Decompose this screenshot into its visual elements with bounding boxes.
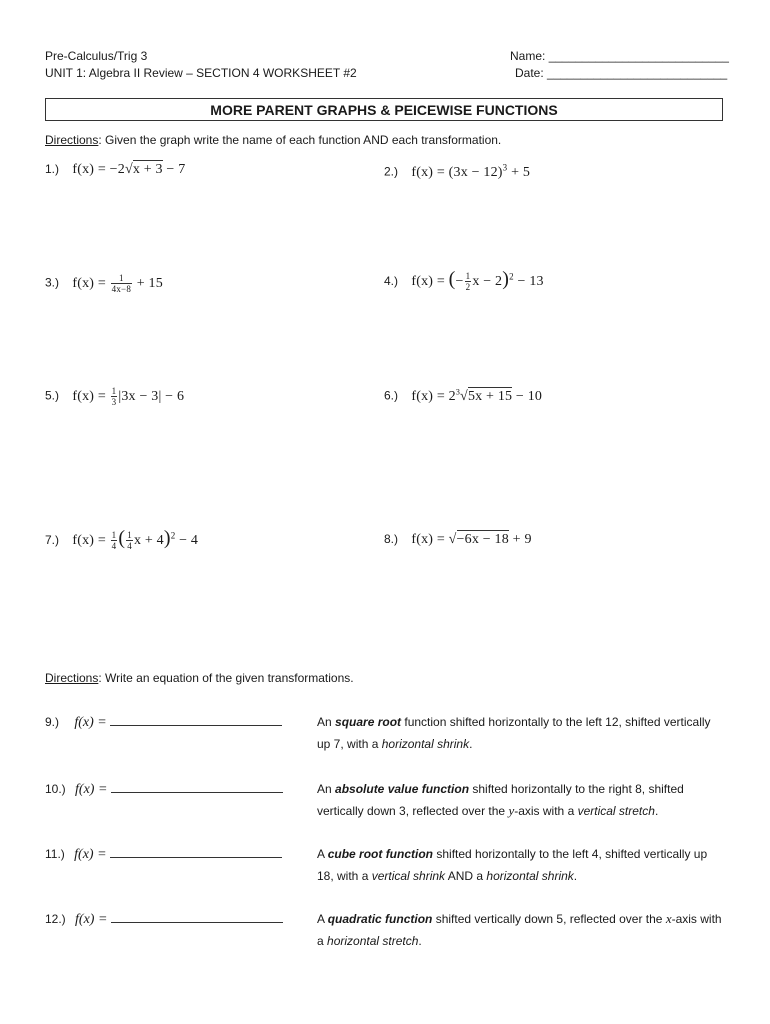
problem-number: 8.)	[384, 532, 399, 546]
eq-part: f(x) =	[411, 274, 449, 289]
answer-blank[interactable]	[110, 714, 282, 726]
eq-part: − 13	[513, 274, 544, 289]
eq-part: f(x) = (3x − 12)	[411, 164, 503, 180]
problem-10-description	[317, 778, 727, 822]
equation	[72, 273, 163, 294]
eq-part: − 4	[175, 533, 199, 548]
name-field	[510, 49, 729, 63]
function-type: absolute value function	[335, 782, 470, 796]
variable: y	[508, 803, 515, 818]
lhs: f(x) =	[75, 912, 108, 927]
answer-blank[interactable]	[111, 911, 283, 923]
eq-part: |3x − 3| − 6	[118, 388, 185, 404]
eq-part: x + 4	[133, 533, 164, 548]
transformation: vertical shrink	[371, 869, 446, 883]
equation	[72, 527, 199, 552]
eq-part: f(x) =	[72, 388, 110, 404]
function-type: cube root function	[327, 847, 434, 861]
radicand: x + 3	[132, 162, 163, 177]
fraction	[111, 273, 132, 294]
desc-text: .	[654, 804, 659, 818]
numerator: 1	[111, 386, 117, 396]
eq-part: + 15	[133, 275, 163, 291]
problem-number: 5.)	[45, 388, 60, 403]
course-name: Pre-Calculus/Trig 3	[45, 49, 148, 63]
directions-text: : Write an equation of the given transformations.	[98, 671, 354, 685]
fraction	[111, 386, 118, 407]
directions-1	[45, 133, 501, 147]
sqrt-sign: √	[124, 162, 133, 177]
name-blank: ___________________________	[548, 49, 729, 63]
answer-blank[interactable]	[111, 781, 283, 793]
directions-2	[45, 671, 354, 685]
sqrt-sign: √	[448, 532, 457, 547]
directions-text: : Given the graph write the name of each function AND each transformation.	[98, 133, 502, 147]
problem-number: 2.)	[384, 164, 399, 179]
denominator: 4x−8	[111, 284, 132, 294]
date-label: Date:	[515, 66, 544, 80]
answer-blank[interactable]	[110, 846, 282, 858]
problem-number: 3.)	[45, 275, 60, 290]
problem-11-description	[317, 843, 727, 887]
problem-4	[384, 268, 544, 292]
transformation: vertical stretch	[577, 804, 655, 818]
sqrt-sign: √	[460, 388, 468, 404]
eq-part: f(x) =	[411, 532, 449, 547]
eq-part: f(x) =	[72, 533, 110, 548]
unit-title: UNIT 1: Algebra II Review – SECTION 4 WORKSHEET #2	[45, 66, 357, 80]
desc-text: .	[469, 737, 473, 751]
fraction	[126, 530, 133, 551]
problem-9-description	[317, 711, 727, 755]
desc-text: An	[317, 715, 336, 729]
desc-text: .	[418, 934, 422, 948]
function-type: quadratic function	[327, 912, 433, 926]
desc-text: A	[317, 847, 328, 861]
lhs: f(x) =	[75, 782, 108, 797]
neg-sign: −	[455, 274, 464, 289]
problem-8	[384, 532, 532, 548]
date-field	[515, 66, 727, 80]
equation	[72, 386, 185, 407]
problem-5	[45, 386, 184, 407]
desc-text: AND a	[445, 869, 487, 883]
equation	[411, 532, 531, 547]
problem-3	[45, 273, 163, 294]
desc-text: shifted horizontally to the right 8, shifted vertically down 3, reflected over the	[317, 782, 684, 818]
variable: x	[665, 911, 672, 926]
numerator: 1	[465, 271, 471, 282]
date-blank: ___________________________	[547, 66, 728, 80]
problem-number: 9.)	[45, 715, 60, 729]
paren: )	[163, 527, 171, 549]
transformation: horizontal stretch	[327, 934, 419, 948]
desc-text: -axis with a	[514, 804, 578, 818]
problem-6	[384, 387, 542, 405]
fraction	[111, 530, 118, 551]
desc-text: A	[317, 912, 328, 926]
problem-number: 1.)	[45, 162, 60, 176]
eq-part: + 9	[508, 532, 532, 547]
eq-part: − 7	[162, 162, 186, 177]
desc-text: function shifted horizontally to the left 12, shifted vertically up 7, with a	[317, 715, 711, 751]
denominator: 3	[111, 397, 117, 407]
problem-number: 7.)	[45, 533, 60, 547]
eq-part: f(x) = −2	[72, 162, 125, 177]
problem-10	[45, 781, 283, 798]
problem-7	[45, 527, 198, 551]
root-index: 3	[455, 387, 461, 396]
problem-11	[45, 846, 282, 863]
problem-number: 12.)	[45, 912, 66, 926]
exponent: 2	[170, 530, 176, 541]
equation	[72, 162, 185, 177]
radicand: 5x + 15	[467, 388, 513, 404]
problem-12	[45, 911, 283, 928]
numerator: 1	[111, 273, 132, 284]
equation	[411, 389, 542, 404]
lhs: f(x) =	[74, 847, 107, 862]
problem-number: 11.)	[45, 847, 65, 861]
denominator: 2	[465, 282, 471, 293]
lhs: f(x) =	[74, 715, 107, 730]
radicand: −6x − 18	[456, 532, 509, 547]
problem-number: 6.)	[384, 388, 399, 403]
equation	[411, 162, 531, 180]
problem-12-description	[317, 908, 727, 952]
desc-text: shifted horizontally to the left 4, shifted vertically up 18, with a	[317, 847, 708, 883]
function-type: square root	[335, 715, 402, 729]
exponent: 2	[509, 271, 514, 282]
fraction	[465, 271, 472, 292]
directions-label: Directions	[45, 133, 99, 147]
eq-part: x − 2	[472, 274, 503, 289]
desc-text: An	[317, 782, 336, 796]
paren: (	[118, 527, 126, 549]
paren: )	[502, 268, 510, 290]
denominator: 4	[127, 541, 132, 552]
eq-part: f(x) = 2	[411, 388, 456, 404]
problem-9	[45, 714, 282, 731]
problem-number: 4.)	[384, 274, 399, 288]
eq-part: f(x) =	[72, 275, 110, 291]
eq-part: − 10	[512, 388, 543, 404]
problem-number: 10.)	[45, 782, 66, 796]
desc-text: shifted vertically down 5, reflected over the	[432, 912, 666, 926]
exponent: 3	[502, 162, 508, 172]
desc-text: -axis with a	[317, 912, 722, 948]
problem-2	[384, 162, 530, 181]
numerator: 1	[127, 530, 132, 541]
equation	[411, 268, 544, 293]
denominator: 4	[111, 541, 117, 552]
worksheet-title: MORE PARENT GRAPHS & PEICEWISE FUNCTIONS	[45, 98, 723, 121]
transformation: horizontal shrink	[486, 869, 574, 883]
transformation: horizontal shrink	[381, 737, 470, 751]
name-label: Name:	[510, 49, 546, 63]
directions-label: Directions	[45, 671, 99, 685]
eq-part: + 5	[507, 164, 531, 180]
numerator: 1	[111, 530, 117, 541]
paren: (	[448, 268, 456, 290]
problem-1	[45, 162, 185, 178]
desc-text: .	[573, 869, 578, 883]
